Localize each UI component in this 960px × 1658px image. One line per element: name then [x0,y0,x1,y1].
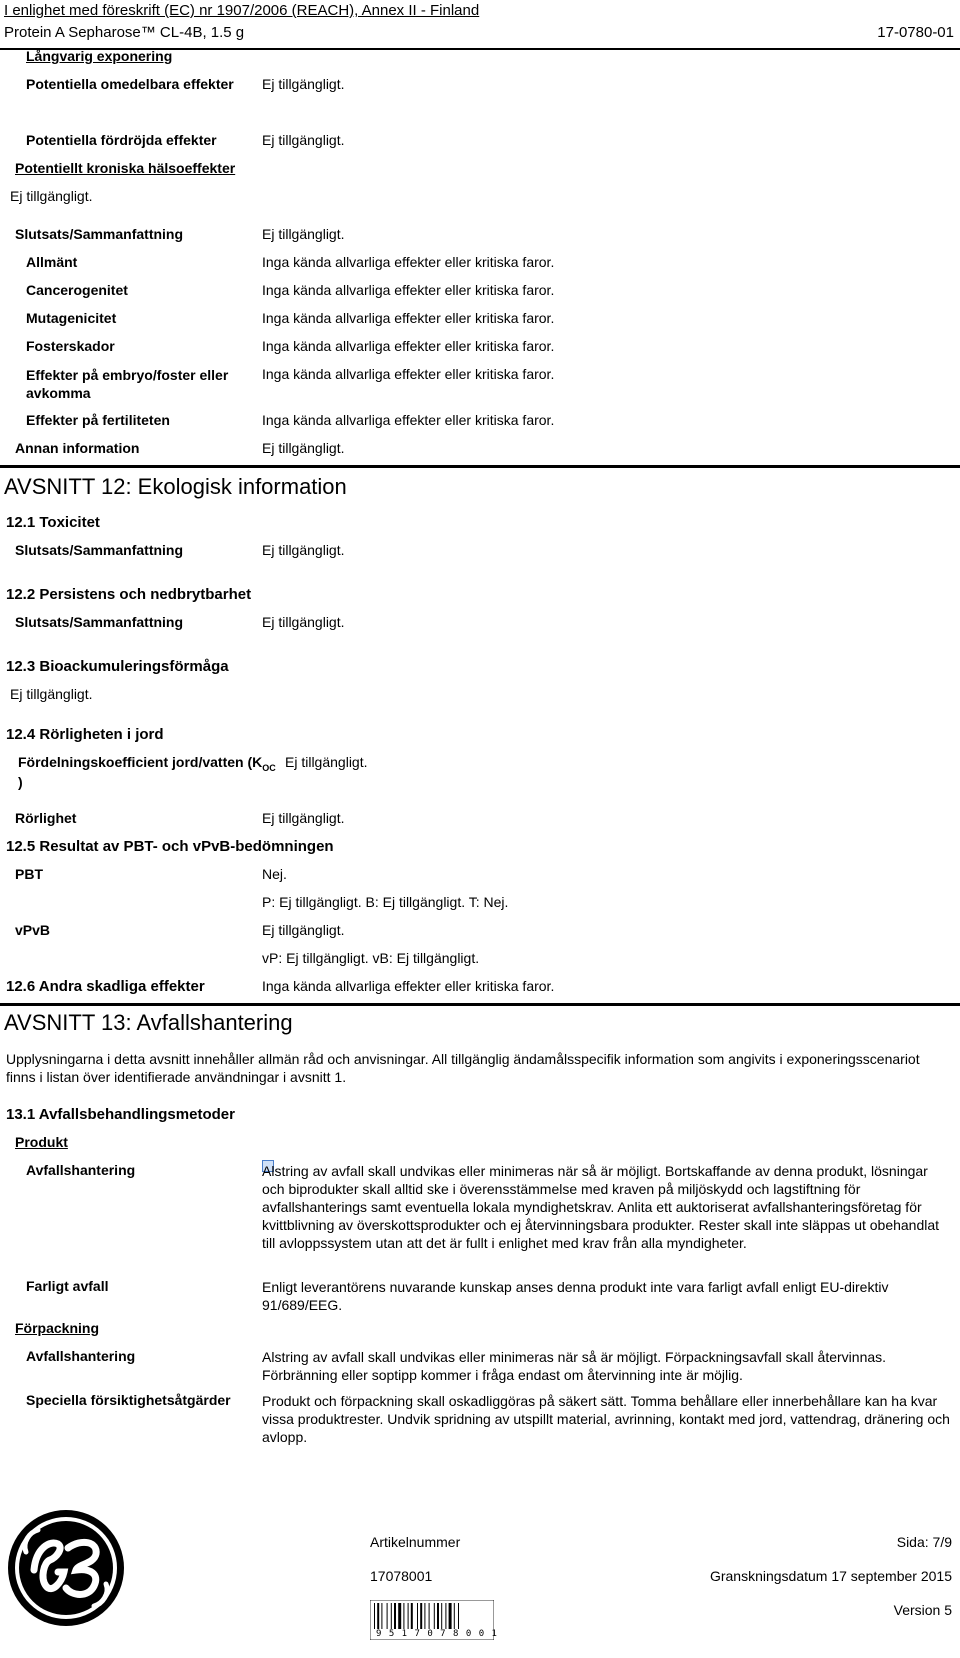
summary-value: Ej tillgängligt. [262,226,345,242]
product-name: Protein A Sepharose™ CL-4B, 1.5 g [4,24,245,41]
pbt-heading: 12.5 Resultat av PBT- och vPvB-bedömningen [6,838,334,855]
document-number: 17-0780-01 [877,24,954,41]
section13-title: AVSNITT 13: Avfallshantering [4,1010,293,1035]
regulation-header: I enlighet med föreskrift (EC) nr 1907/2006 (REACH), Annex II - Finland [4,2,480,19]
toxicity-heading: 12.1 Toxicitet [6,514,100,531]
persistence-heading: 12.2 Persistens och nedbrytbarhet [6,586,252,603]
delayed-effects-label: Potentiella fördröjda effekter [26,132,217,148]
ge-logo-icon [6,1508,126,1628]
mutagenicity-label: Mutagenicitet [26,310,117,326]
embryo-effects-value: Inga kända allvarliga effekter eller kritiska faror. [262,366,555,382]
mobility-heading: 12.4 Rörligheten i jord [6,726,164,743]
bioaccumulation-heading: 12.3 Bioackumuleringsförmåga [6,658,229,675]
vpvb-detail: vP: Ej tillgängligt. vB: Ej tillgängligt. [262,950,480,966]
delayed-effects-value: Ej tillgängligt. [262,132,345,148]
persistence-summary-label: Slutsats/Sammanfattning [15,614,184,630]
general-label: Allmänt [26,254,78,270]
page-number: Sida: 7/9 [896,1534,952,1550]
packaging-waste-label: Avfallshantering [26,1348,136,1364]
section-divider-13 [0,1003,960,1006]
mutagenicity-value: Inga kända allvarliga effekter eller kritiska faror. [262,310,555,326]
vpvb-value: Ej tillgängligt. [262,922,345,938]
carcinogenicity-label: Cancerogenitet [26,282,128,298]
packaging-waste-value: Alstring av avfall skall undvikas eller minimeras när så är möjligt. Förpackningsavfall skall återvinnas. Förbränning eller soptipp kommer i fråga endast om återvinning inte är möjlig. [262,1349,887,1383]
article-number-label: Artikelnummer [370,1534,461,1550]
fertility-effects-label: Effekter på fertiliteten [26,412,170,428]
general-value: Inga kända allvarliga effekter eller kritiska faror. [262,254,555,270]
other-info-label: Annan information [15,440,140,456]
chronic-effects-heading: Potentiellt kroniska hälsoeffekter [15,160,236,176]
pbt-label: PBT [15,866,43,882]
precautions-value: Produkt och förpackning skall oskadliggöras på säkert sätt. Tomma behållare eller innerbehållare kan ha kvar vissa produktrester. Undvik spridning av utspillt material, avrinning, kontakt med jord, vattendrag, dränering och avlopp. [262,1393,950,1445]
teratogenicity-value: Inga kända allvarliga effekter eller kritiska faror. [262,338,555,354]
product-waste-label: Avfallshantering [26,1162,136,1178]
toxicity-summary-value: Ej tillgängligt. [262,542,345,558]
hazardous-waste-value: Enligt leverantörens nuvarande kunskap anses denna produkt inte vara farligt avfall enligt EU-direktiv 91/689/EEG. [262,1279,889,1313]
hazardous-waste-label: Farligt avfall [26,1278,109,1294]
section-divider [0,465,960,468]
koc-value: Ej tillgängligt. [285,754,368,770]
product-heading: Produkt [15,1134,68,1150]
mobility-label: Rörlighet [15,810,77,826]
waste-methods-heading: 13.1 Avfallsbehandlingsmetoder [6,1106,235,1123]
vpvb-label: vPvB [15,922,51,938]
teratogenicity-label: Fosterskador [26,338,115,354]
koc-label-close: ) [18,774,23,790]
version: Version 5 [893,1602,952,1618]
precautions-label: Speciella försiktighetsåtgärder [26,1392,231,1408]
immediate-effects-label: Potentiella omedelbara effekter [26,76,234,92]
product-waste-value: Alstring av avfall skall undvikas eller minimeras när så är möjligt. Bortskaffande av denna produkt, lösningar och biprodukter skall alltid ske i överensstämmelse med kraven på miljöskydd och lagstiftning för avfallshanterings samt eventuella lokala myndighetskrav. Anlita ett auktoriserat avfallshanteringsföretag för kvittblivning av överskottsprodukter och ej återvinningsbara produkter. Rester skall inte släppas ut obehandlat till avloppssystem utan att det är fullt i enlighet med krav från alla myndigheter. [262,1163,940,1251]
packaging-heading: Förpackning [15,1320,100,1336]
fertility-effects-value: Inga kända allvarliga effekter eller kritiska faror. [262,412,555,428]
mobility-value: Ej tillgängligt. [262,810,345,826]
summary-label: Slutsats/Sammanfattning [15,226,184,242]
carcinogenicity-value: Inga kända allvarliga effekter eller kritiska faror. [262,282,555,298]
embryo-effects-label: Effekter på embryo/foster eller avkomma [26,367,229,401]
persistence-summary-value: Ej tillgängligt. [262,614,345,630]
section13-intro: Upplysningarna i detta avsnitt innehåller allmän råd och anvisningar. All tillgänglig ändamålsspecifik information som angivits i exponeringsscenariot finns i listan över identifierade användningar i avsnitt 1. [6,1051,920,1085]
other-info-value: Ej tillgängligt. [262,440,345,456]
pbt-detail: P: Ej tillgängligt. B: Ej tillgängligt. T: Nej. [262,894,509,910]
toxicity-summary-label: Slutsats/Sammanfattning [15,542,184,558]
section12-title: AVSNITT 12: Ekologisk information [4,474,347,499]
koc-label: Fördelningskoefficient jord/vatten ($K_{OC}$ [18,754,276,773]
barcode-digits: 9 5 1 7 0 7 8 0 0 1 [376,1629,498,1639]
article-number-value: 17078001 [370,1568,433,1584]
other-effects-heading: 12.6 Andra skadliga effekter [6,978,205,995]
other-effects-value: Inga kända allvarliga effekter eller kritiska faror. [262,978,555,994]
review-date: Granskningsdatum 17 september 2015 [709,1568,952,1584]
long-exposure-heading: Långvarig exponering [26,48,173,64]
immediate-effects-value: Ej tillgängligt. [262,76,345,92]
pbt-value: Nej. [262,866,287,882]
chronic-effects-value: Ej tillgängligt. [10,188,93,204]
bioaccumulation-value: Ej tillgängligt. [10,686,93,702]
